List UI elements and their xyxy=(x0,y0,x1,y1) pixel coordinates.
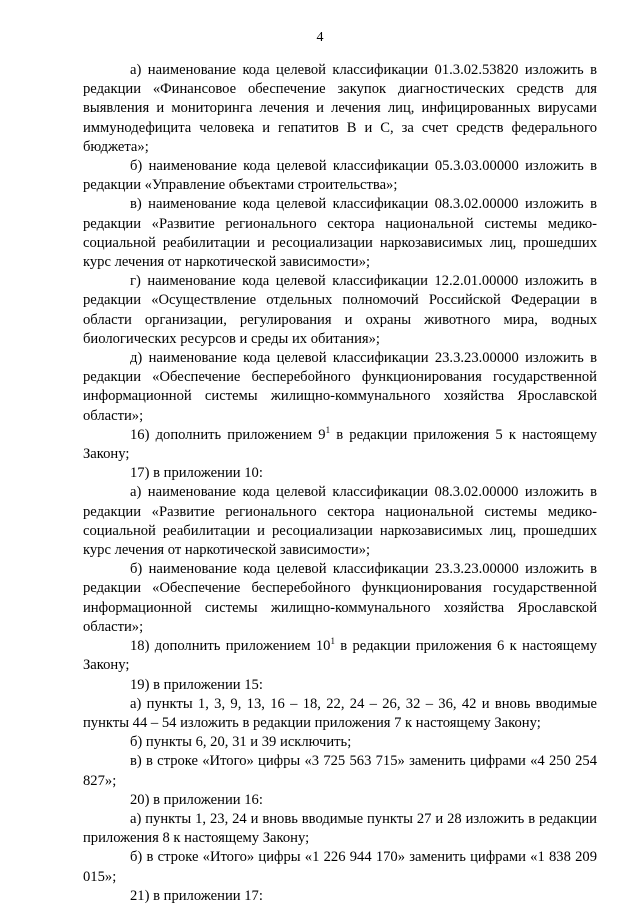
paragraph-18-superscript: 1 xyxy=(330,636,335,647)
paragraph-3a: а) наименование кода целевой классификации 01.3.02.53820 изложить в редакции «Финансовое обеспечение закупок диагностических средств для выявления и мониторинга лечения и лечения лиц, инфицированных вирусами иммунодефицита человека и гепатитов B и C, за счет средств федерального бюджета»; xyxy=(83,62,597,155)
page-number: 4 xyxy=(316,30,324,45)
paragraph-19v: в) в строке «Итого» цифры «3 725 563 715» заменить цифрами «4 250 254 827»; xyxy=(83,753,597,789)
paragraph-21: 21) в приложении 17: xyxy=(130,887,263,904)
paragraph-3d: д) наименование кода целевой классификации 23.3.23.00000 изложить в редакции «Обеспечение бесперебойного функционирования государственной информационной системы жилищно-коммунального хозяйства Ярославской области»; xyxy=(83,350,597,424)
paragraph-17a: а) наименование кода целевой классификации 08.3.02.00000 изложить в редакции «Развитие регионального сектора национальной системы медико-социальной реабилитации и ресоциализации наркозависимых лиц, прошедших курс лечения от наркотической зависимости»; xyxy=(83,484,597,559)
document-body xyxy=(83,61,597,906)
paragraph-17: 17) в приложении 10: xyxy=(130,465,263,482)
paragraph-3g: г) наименование кода целевой классификации 12.2.01.00000 изложить в редакции «Осуществление отдельных полномочий Российской Федерации в области организации, регулирования и охраны животного мира, водных биологических ресурсов и среды их обитания»; xyxy=(83,273,597,347)
paragraph-16-lead: 16) дополнить приложением 9 xyxy=(130,426,326,443)
paragraph-19: 19) в приложении 15: xyxy=(130,676,263,693)
paragraph-20a: а) пункты 1, 23, 24 и вновь вводимые пункты 27 и 28 изложить в редакции приложения 8 к настоящему Закону; xyxy=(83,810,597,847)
paragraph-19b: б) пункты 6, 20, 31 и 39 исключить; xyxy=(130,734,352,751)
paragraph-16 xyxy=(83,426,597,464)
paragraph-18 xyxy=(83,637,597,675)
paragraph-18-lead: 18) дополнить приложением 10 xyxy=(130,638,331,655)
paragraph-16-tail: в редакции приложения 5 к настоящему Закону; xyxy=(83,426,597,463)
paragraph-16-superscript: 1 xyxy=(325,424,331,435)
paragraph-3b: б) наименование кода целевой классификации 05.3.03.00000 изложить в редакции «Управление объектами строительства»; xyxy=(83,158,597,194)
paragraph-18-tail: в редакции приложения 6 к настоящему Закону; xyxy=(83,638,597,674)
paragraph-3v: в) наименование кода целевой классификации 08.3.02.00000 изложить в редакции «Развитие регионального сектора национальной системы медико-социальной реабилитации и ресоциализации наркозависимых лиц, прошедших курс лечения от наркотической зависимости»; xyxy=(83,196,597,271)
paragraph-20b: б) в строке «Итого» цифры «1 226 944 170» заменить цифрами «1 838 209 015»; xyxy=(83,849,597,885)
paragraph-19a: а) пункты 1, 3, 9, 13, 16 – 18, 22, 24 – 26, 32 – 36, 42 и вновь вводимые пункты 44 – 54 изложить в редакции приложения 7 к настоящему Закону; xyxy=(83,695,597,731)
paragraph-20: 20) в приложении 16: xyxy=(130,791,263,808)
paragraph-17b: б) наименование кода целевой классификации 23.3.23.00000 изложить в редакции «Обеспечение бесперебойного функционирования государственной информационной системы жилищно-коммунального хозяйства Ярославской области»; xyxy=(83,561,597,635)
